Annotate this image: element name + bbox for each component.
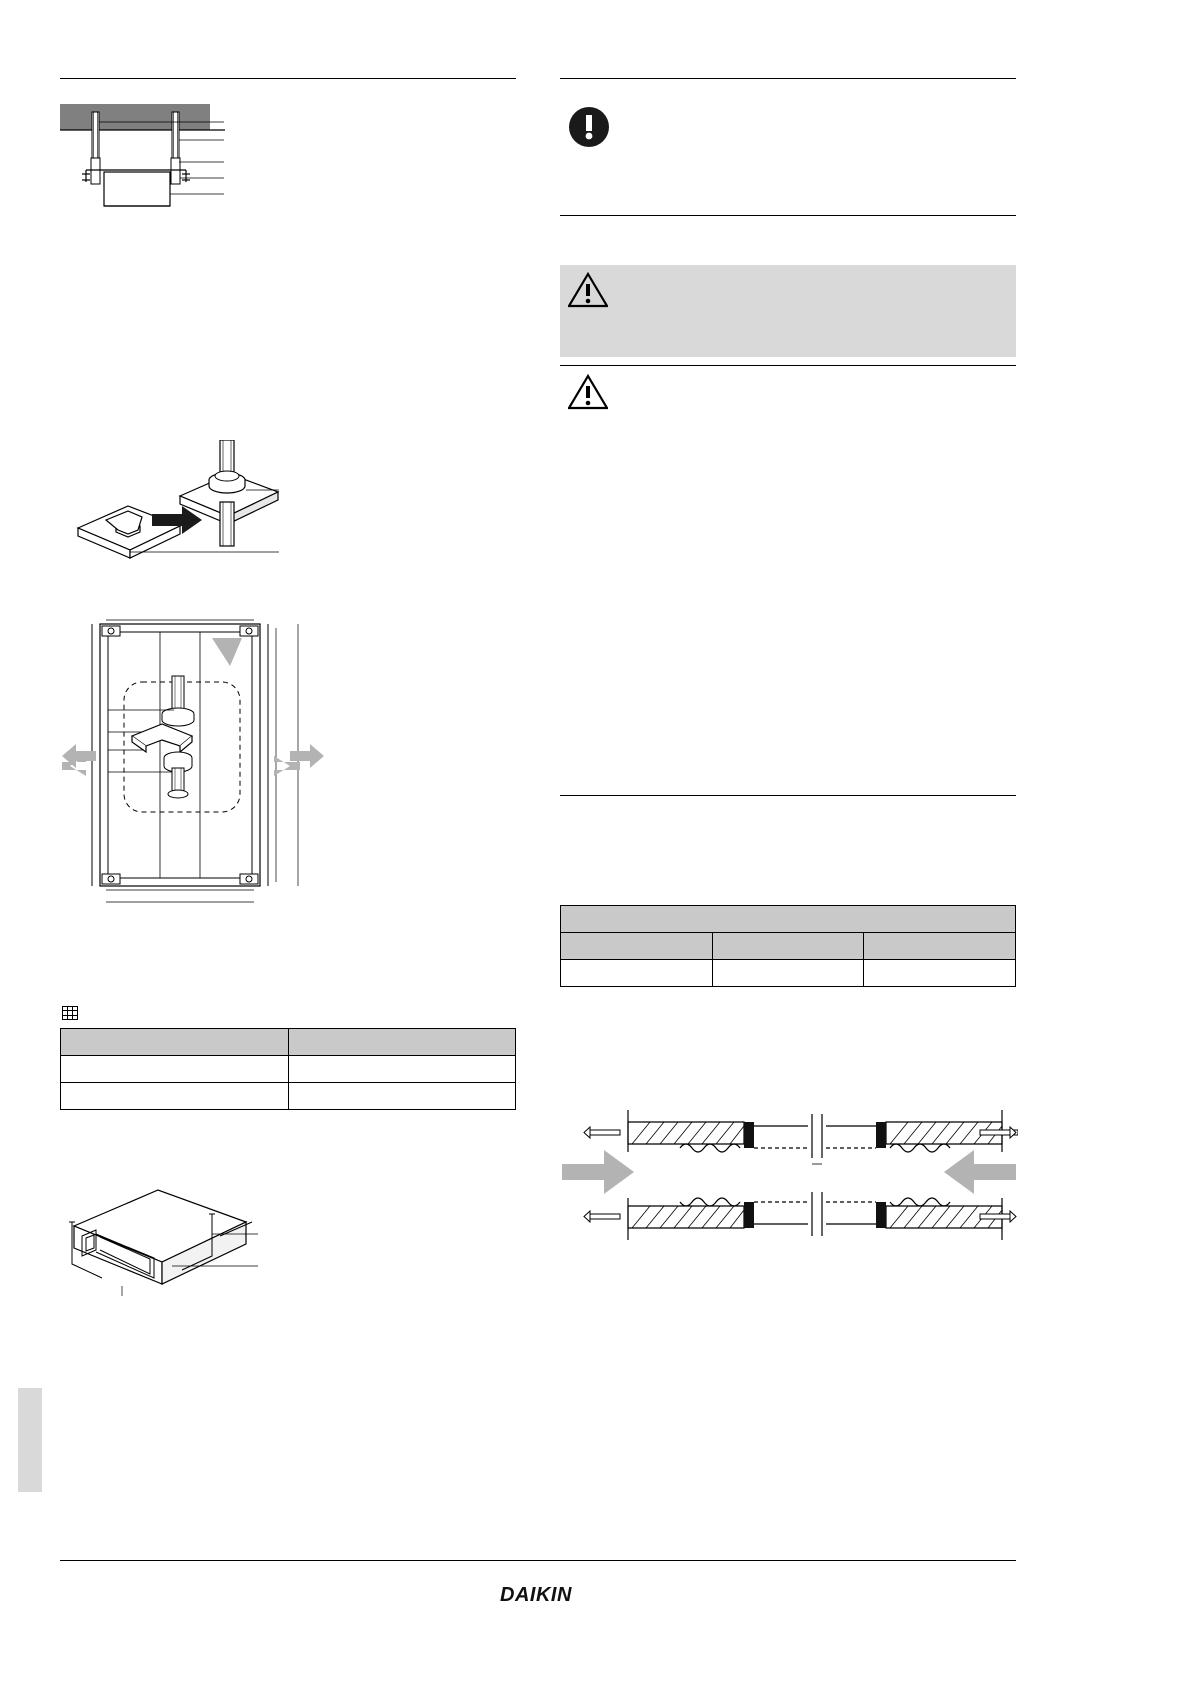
notice-caution [560, 372, 1016, 432]
figure-unit-level-adjustment [62, 614, 322, 914]
arrow-left-icon [62, 740, 96, 772]
header-rule-right [560, 78, 1016, 79]
table-header-cell [864, 933, 1016, 960]
figure-washer-plate-insert [70, 440, 280, 590]
table-cell [61, 1083, 289, 1110]
notice-warning [560, 265, 1016, 357]
table-cell [288, 1056, 516, 1083]
right-spec-table [560, 905, 1016, 987]
divider-rule-3 [560, 795, 1016, 796]
figure-ceiling-mount-detail [60, 104, 225, 216]
left-spec-table [60, 1028, 516, 1110]
table-cell [288, 1029, 516, 1056]
table-cell [288, 1083, 516, 1110]
table-title-cell [561, 906, 1016, 933]
warning-triangle-icon [568, 374, 608, 415]
table-cell [712, 960, 864, 987]
header-rule-left [60, 78, 516, 79]
warning-triangle-icon [568, 272, 608, 313]
footer-rule [60, 1560, 1016, 1561]
table-cell [864, 960, 1016, 987]
table-header-cell [561, 933, 713, 960]
divider-rule-1 [560, 215, 1016, 216]
daikin-logo [500, 1582, 640, 1608]
table-row [61, 1083, 516, 1110]
figure-duct-connection-section [560, 1108, 1018, 1258]
table-header-cell [712, 933, 864, 960]
figure-duct-flange-unit [62, 1178, 262, 1298]
page-side-tab [18, 1388, 42, 1492]
table-cell [61, 1056, 289, 1083]
notice-information [560, 100, 1016, 200]
table-header-row [561, 933, 1016, 960]
table-icon [62, 1006, 78, 1020]
table-row [61, 1029, 516, 1056]
arrow-right-icon [290, 740, 324, 772]
table-row [561, 960, 1016, 987]
table-cell [561, 960, 713, 987]
divider-rule-2 [560, 365, 1016, 366]
table-title-row [561, 906, 1016, 933]
exclamation-circle-icon [568, 106, 610, 153]
svg-text:DAIKIN: DAIKIN [500, 1584, 572, 1606]
table-cell [61, 1029, 289, 1056]
table-row [61, 1056, 516, 1083]
